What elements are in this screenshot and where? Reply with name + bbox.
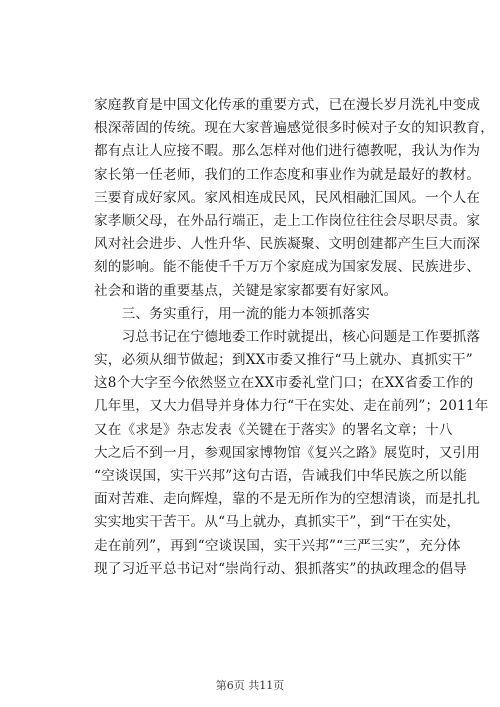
text-line: 刻的影响。能不能使千千万万个家庭成为国家发展、民族进步、 — [94, 259, 481, 276]
text-line: 大之后不到一月，参观国家博物馆《复兴之路》展览时，又引用 — [94, 444, 481, 461]
text-line: 都有点让人应接不暇。那么怎样对他们进行德教呢，我认为作为 — [94, 143, 481, 160]
body-text — [94, 94, 495, 581]
text-line: 又在《求是》杂志发表《关键在于落实》的署名文章；十八 — [94, 421, 453, 438]
text-line: 家庭教育是中国文化传承的重要方式，已在漫长岁月洗礼中变成 — [94, 97, 481, 113]
text-line: 走在前列”，再到“空谈误国，实干兴邦”“三严三实”，充分体 — [94, 537, 461, 554]
page-footer: 第6页 共11页 — [215, 679, 285, 692]
text-line: 家孝顺父母，在外品行端正，走上工作岗位往往会尽职尽责。家 — [94, 212, 481, 229]
text-line: 风对社会进步、人性升华、民族凝聚、文明创建都产生巨大而深 — [94, 236, 481, 253]
text-line: “空谈误国，实干兴邦”这句古语，告诫我们中华民族之所以能 — [94, 468, 467, 484]
text-line: 面对苦难、走向辉煌，靠的不是无所作为的空想清谈，而是扎扎 — [94, 491, 481, 508]
text-line: 实实地实干苦干。从“马上就办，真抓实干”，到“干在实处， — [94, 514, 461, 531]
text-line: 三要育成好家风。家风相连成民风，民风相融汇国风。一个人在 — [94, 189, 481, 206]
text-line: 习总书记在宁德地委工作时就提出，核心问题是工作要抓落 — [94, 328, 481, 345]
section-heading: 三、务实重行，用一流的能力本领抓落实 — [94, 305, 370, 322]
text-line: 这8个大字至今依然竖立在XX市委礼堂门口；在XX省委工作的 — [94, 375, 474, 392]
text-line: 现了习近平总书记对“崇尚行动、狠抓落实”的执政理念的倡导 — [94, 560, 467, 577]
text-line: 根深蒂固的传统。现在大家普遍感觉很多时候对子女的知识教育， — [94, 120, 495, 137]
text-line: 几年里，又大力倡导并身体力行“干在实处、走在前列”；2011年 — [94, 398, 489, 415]
text-line: 实，必须从细节做起；到XX市委又推行“马上就办、真抓实干” — [94, 352, 473, 369]
text-line: 家长第一任老师，我们的工作态度和事业作为就是最好的教材。 — [94, 166, 481, 183]
text-line: 社会和谐的重要基点，关键是家家都要有好家风。 — [94, 282, 398, 299]
